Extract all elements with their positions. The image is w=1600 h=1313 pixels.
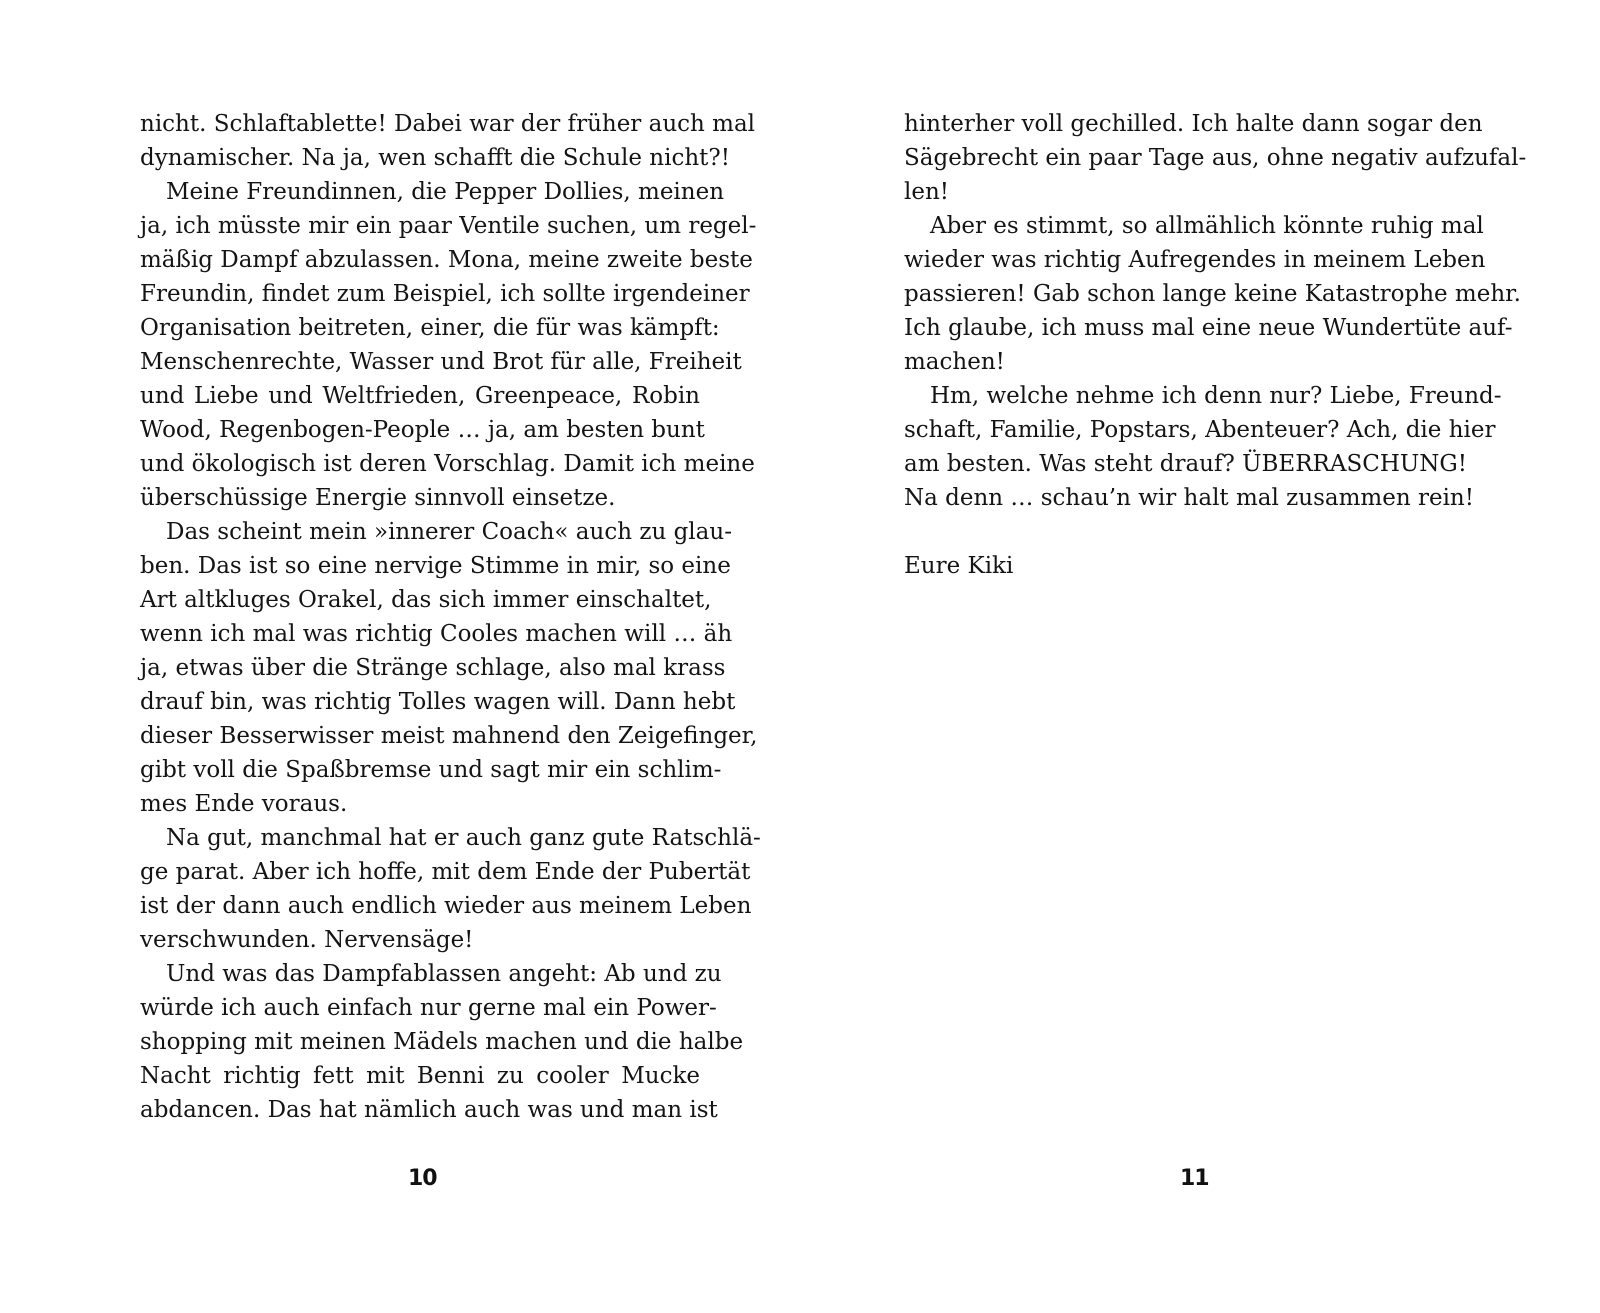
text-line: Das scheint mein »innerer Coach« auch zu glau- — [166, 519, 732, 545]
text-line: machen! — [904, 349, 1005, 375]
right-page-text — [904, 107, 1527, 583]
text-line: Hm, welche nehme ich denn nur? Liebe, Freund- — [930, 383, 1502, 409]
text-line: Ich glaube, ich muss mal eine neue Wundertüte auf- — [904, 315, 1513, 341]
text-line: Und was das Dampfablassen angeht: Ab und zu — [166, 961, 722, 987]
text-line: shopping mit meinen Mädels machen und die halbe — [140, 1029, 744, 1055]
text-line: ge parat. Aber ich hoffe, mit dem Ende der Pubertät — [140, 859, 751, 885]
text-line: Meine Freundinnen, die Pepper Dollies, meinen — [166, 179, 725, 205]
signoff-spacer — [904, 515, 1464, 549]
text-line: und ökologisch ist deren Vorschlag. Damit ich meine — [140, 451, 755, 477]
text-line: dynamischer. Na ja, wen schafft die Schule nicht?! — [140, 145, 730, 171]
text-line: verschwunden. Nervensäge! — [140, 927, 474, 953]
text-line: Sägebrecht ein paar Tage aus, ohne negativ aufzufal- — [904, 145, 1527, 171]
text-line: wieder was richtig Aufregendes in meinem Leben — [904, 247, 1486, 273]
text-line: ist der dann auch endlich wieder aus meinem Leben — [140, 893, 752, 919]
text-line: am besten. Was steht drauf? ÜBERRASCHUNG! — [904, 451, 1468, 477]
text-line: mes Ende voraus. — [140, 791, 348, 817]
text-line: Wood, Regenbogen-People … ja, am besten bunt — [140, 417, 705, 443]
text-line: überschüssige Energie sinnvoll einsetze. — [140, 485, 616, 511]
text-line: Art altkluges Orakel, das sich immer einschaltet, — [140, 587, 712, 613]
text-line: Menschenrechte, Wasser und Brot für alle, Freiheit — [140, 349, 742, 375]
text-line: Na denn … schau’n wir halt mal zusammen rein! — [904, 485, 1474, 511]
text-line: abdancen. Das hat nämlich auch was und man ist — [140, 1097, 718, 1123]
text-line: gibt voll die Spaßbremse und sagt mir ein schlim- — [140, 757, 722, 783]
text-line: len! — [904, 179, 950, 205]
text-line: hinterher voll gechilled. Ich halte dann sogar den — [904, 111, 1483, 137]
text-line: nicht. Schlaftablette! Dabei war der früher auch mal — [140, 111, 756, 137]
text-line: dieser Besserwisser meist mahnend den Zeigefinger, — [140, 723, 758, 749]
text-line: würde ich auch einfach nur gerne mal ein Power- — [140, 995, 717, 1021]
page-number-left: 10 — [408, 1166, 437, 1191]
text-line: passieren! Gab schon lange keine Katastrophe mehr. — [904, 281, 1521, 307]
text-line: schaft, Familie, Popstars, Abenteuer? Ach, die hier — [904, 417, 1496, 443]
text-line: ja, etwas über die Stränge schlage, also mal krass — [140, 655, 726, 681]
text-line: Na gut, manchmal hat er auch ganz gute Ratschlä- — [166, 825, 761, 851]
text-line: mäßig Dampf abzulassen. Mona, meine zweite beste — [140, 247, 753, 273]
text-line: und Liebe und Weltfrieden, Greenpeace, Robin — [140, 383, 700, 409]
text-line: Aber es stimmt, so allmählich könnte ruhig mal — [930, 213, 1484, 239]
signoff: Eure Kiki — [904, 553, 1014, 579]
right-page-body — [904, 107, 1527, 515]
text-line: wenn ich mal was richtig Cooles machen will … äh — [140, 621, 733, 647]
text-line: Organisation beitreten, einer, die für was kämpft: — [140, 315, 720, 341]
text-line: drauf bin, was richtig Tolles wagen will. Dann hebt — [140, 689, 736, 715]
text-line: ja, ich müsste mir ein paar Ventile suchen, um regel- — [140, 213, 757, 239]
text-line: Freundin, findet zum Beispiel, ich sollte irgendeiner — [140, 281, 750, 307]
left-page-text — [140, 107, 761, 1127]
text-line: Nacht richtig fett mit Benni zu cooler Mucke — [140, 1063, 700, 1089]
text-line: ben. Das ist so eine nervige Stimme in mir, so eine — [140, 553, 731, 579]
page-number-right: 11 — [1180, 1166, 1209, 1191]
